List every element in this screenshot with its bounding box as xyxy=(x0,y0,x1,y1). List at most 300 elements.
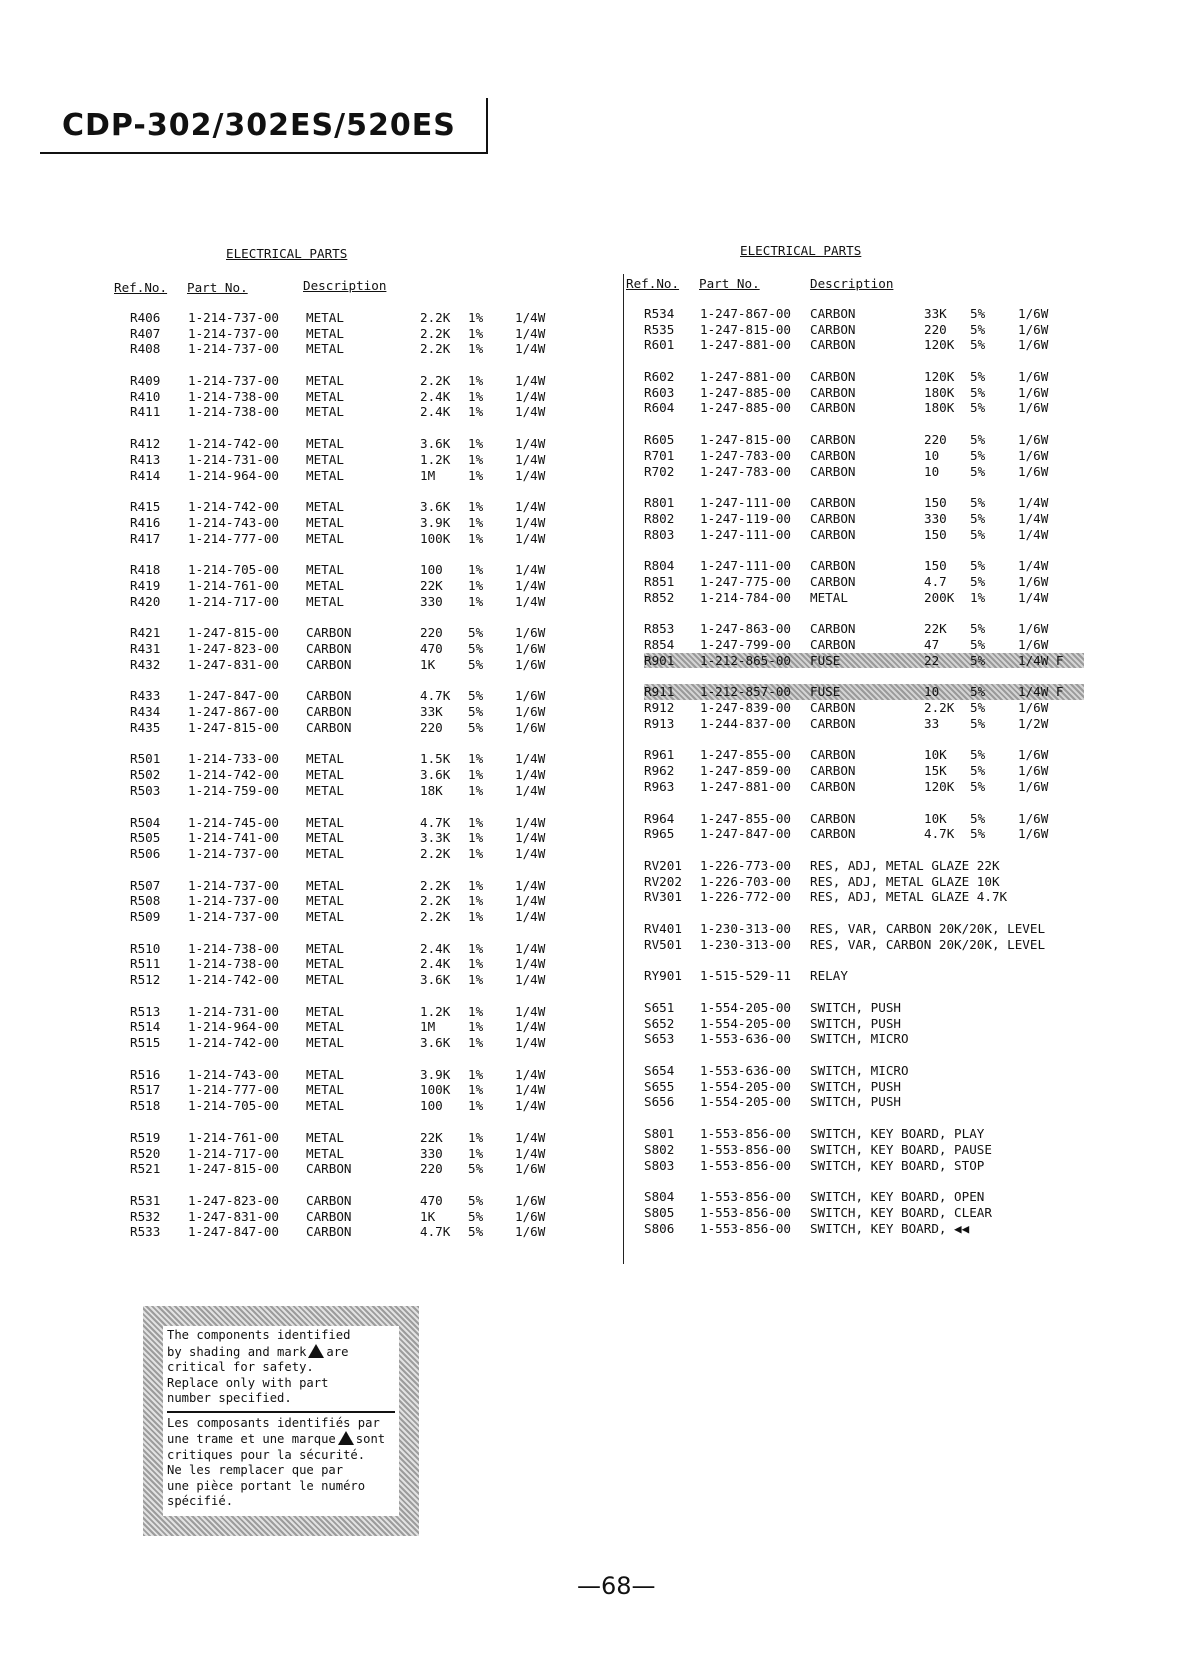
description: METAL xyxy=(306,1066,344,1082)
tolerance: 5% xyxy=(468,1161,484,1177)
ref-no: R911 xyxy=(644,684,675,700)
parts-row xyxy=(130,846,570,862)
description: METAL xyxy=(306,1003,344,1019)
tolerance: 5% xyxy=(970,432,986,448)
value: 470 xyxy=(420,1192,443,1208)
value: 2.2K xyxy=(420,908,451,924)
value: 120K xyxy=(924,369,955,385)
parts-row xyxy=(644,495,1084,511)
parts-row xyxy=(644,684,1084,700)
parts-row xyxy=(130,562,570,578)
description: CARBON xyxy=(810,700,856,716)
description: CARBON xyxy=(810,369,856,385)
ref-no: R418 xyxy=(130,562,161,578)
rating: 1/4W xyxy=(515,1145,546,1161)
value: 330 xyxy=(420,1145,443,1161)
part-no: 1-214-737-00 xyxy=(188,341,279,357)
part-no: 1-247-775-00 xyxy=(700,573,791,589)
description: METAL xyxy=(306,1082,344,1098)
parts-row xyxy=(644,858,1084,874)
tolerance: 1% xyxy=(468,577,484,593)
parts-row xyxy=(130,468,570,484)
rating: 1/4W xyxy=(515,893,546,909)
rating: 1/4W xyxy=(515,782,546,798)
part-no: 1-214-742-00 xyxy=(188,436,279,452)
ref-no: R913 xyxy=(644,715,675,731)
ref-no: R802 xyxy=(644,510,675,526)
parts-group xyxy=(130,625,570,672)
part-no: 1-214-964-00 xyxy=(188,1019,279,1035)
rating: 1/6W xyxy=(515,1161,546,1177)
rating: 1/6W xyxy=(1018,637,1049,652)
ref-no: R701 xyxy=(644,447,675,463)
value: 330 xyxy=(924,510,947,526)
parts-row xyxy=(130,436,570,452)
description: METAL xyxy=(306,388,344,404)
parts-row xyxy=(130,452,570,468)
ref-no: R605 xyxy=(644,432,675,448)
parts-row xyxy=(130,657,570,673)
description: RES, ADJ, METAL GLAZE 10K xyxy=(810,873,1000,889)
value: 1.2K xyxy=(420,451,451,467)
ref-no: R412 xyxy=(130,436,161,452)
tolerance: 5% xyxy=(970,637,986,652)
rating: 1/4W xyxy=(515,467,546,483)
ref-no: R511 xyxy=(130,956,161,972)
note-fr-line: une pièce portant le numéro xyxy=(167,1478,366,1493)
part-no: 1-230-313-00 xyxy=(700,920,791,936)
ref-no: R962 xyxy=(644,763,675,779)
ref-no: R965 xyxy=(644,826,675,842)
tolerance: 5% xyxy=(468,641,484,656)
tolerance: 1% xyxy=(468,782,484,798)
description: METAL xyxy=(306,877,344,893)
tolerance: 5% xyxy=(970,384,986,400)
note-fr-text: sont xyxy=(355,1432,386,1446)
parts-row xyxy=(644,432,1084,448)
ref-no: R508 xyxy=(130,893,161,909)
description: METAL xyxy=(306,1129,344,1145)
rating: 1/6W xyxy=(1018,573,1049,589)
rating: 1/4W xyxy=(515,814,546,830)
rating: 1/4W xyxy=(515,310,546,325)
part-no: 1-553-856-00 xyxy=(700,1204,791,1220)
parts-row xyxy=(644,558,1084,574)
tolerance: 5% xyxy=(970,526,986,542)
part-no: 1-214-731-00 xyxy=(188,451,279,467)
part-no: 1-214-761-00 xyxy=(188,577,279,593)
description: SWITCH, PUSH xyxy=(810,1078,901,1094)
ref-no: S651 xyxy=(644,1000,675,1015)
rating: 1/6W xyxy=(515,1192,546,1208)
parts-row xyxy=(644,527,1084,543)
ref-no: R533 xyxy=(130,1224,161,1240)
part-no: 1-247-847-00 xyxy=(188,1224,279,1240)
part-no: 1-247-815-00 xyxy=(188,625,279,641)
ref-no: S803 xyxy=(644,1157,675,1173)
title-vertical-rule xyxy=(486,98,488,154)
ref-no: R415 xyxy=(130,499,161,515)
tolerance: 5% xyxy=(970,321,986,337)
part-no: 1-554-205-00 xyxy=(700,1000,791,1015)
part-no: 1-214-741-00 xyxy=(188,830,279,846)
value: 3.9K xyxy=(420,1066,451,1082)
left-header-part: Part No. xyxy=(187,280,248,295)
parts-group xyxy=(644,369,1084,416)
part-no: 1-247-815-00 xyxy=(700,321,791,337)
ref-no: S654 xyxy=(644,1063,675,1079)
part-no: 1-247-799-00 xyxy=(700,637,791,652)
tolerance: 1% xyxy=(468,467,484,483)
ref-no: R521 xyxy=(130,1161,161,1177)
parts-row xyxy=(130,893,570,909)
ref-no: R501 xyxy=(130,751,161,767)
tolerance: 1% xyxy=(468,1066,484,1082)
ref-no: R801 xyxy=(644,495,675,511)
parts-row xyxy=(130,373,570,389)
safety-note-box xyxy=(143,1306,419,1536)
description: METAL xyxy=(306,814,344,830)
description: FUSE xyxy=(810,652,841,668)
rating: 1/4W xyxy=(515,1066,546,1082)
ref-no: R963 xyxy=(644,778,675,794)
parts-row xyxy=(130,1146,570,1162)
tolerance: 1% xyxy=(468,767,484,783)
rating: 1/4W xyxy=(1018,589,1049,605)
ref-no: R507 xyxy=(130,877,161,893)
parts-row xyxy=(644,621,1084,637)
part-no: 1-214-737-00 xyxy=(188,310,279,325)
part-no: 1-214-738-00 xyxy=(188,404,279,420)
rating: 1/6W xyxy=(1018,321,1049,337)
ref-no: R602 xyxy=(644,369,675,385)
description: CARBON xyxy=(810,637,856,652)
value: 22K xyxy=(924,621,947,637)
value: 180K xyxy=(924,400,955,416)
part-no: 1-247-783-00 xyxy=(700,463,791,479)
ref-no: R912 xyxy=(644,700,675,716)
tolerance: 5% xyxy=(970,763,986,779)
part-no: 1-247-839-00 xyxy=(700,700,791,716)
part-no: 1-247-859-00 xyxy=(700,763,791,779)
description: METAL xyxy=(306,341,344,357)
part-no: 1-214-737-00 xyxy=(188,325,279,341)
part-no: 1-247-111-00 xyxy=(700,558,791,574)
warning-triangle-icon xyxy=(338,1431,354,1445)
ref-no: R433 xyxy=(130,688,161,704)
parts-row xyxy=(644,811,1084,827)
right-parts-table xyxy=(644,306,1084,1252)
rating: 1/4W F xyxy=(1018,652,1064,668)
part-no: 1-214-964-00 xyxy=(188,467,279,483)
value: 330 xyxy=(420,593,443,609)
value: 2.4K xyxy=(420,404,451,420)
part-no: 1-247-815-00 xyxy=(188,719,279,735)
part-no: 1-214-737-00 xyxy=(188,908,279,924)
description: CARBON xyxy=(306,719,352,735)
ref-no: R961 xyxy=(644,747,675,763)
tolerance: 5% xyxy=(970,715,986,731)
description: SWITCH, PUSH xyxy=(810,1094,901,1110)
tolerance: 1% xyxy=(468,404,484,420)
value: 200K xyxy=(924,589,955,605)
left-section-title: ELECTRICAL PARTS xyxy=(226,246,348,261)
parts-row xyxy=(130,830,570,846)
rating: 1/6W xyxy=(515,704,546,720)
parts-row xyxy=(644,1126,1084,1142)
value: 2.2K xyxy=(420,373,451,389)
part-no: 1-226-703-00 xyxy=(700,873,791,889)
tolerance: 5% xyxy=(970,369,986,385)
note-fr-line: Les composants identifiés par xyxy=(167,1415,380,1430)
parts-row xyxy=(130,815,570,831)
right-header-desc: Description xyxy=(810,276,894,291)
parts-row xyxy=(644,874,1084,890)
ref-no: R419 xyxy=(130,577,161,593)
parts-row xyxy=(644,337,1084,353)
part-no: 1-214-737-00 xyxy=(188,877,279,893)
rating: 1/2W xyxy=(1018,715,1049,731)
tolerance: 1% xyxy=(970,589,986,605)
part-no: 1-247-119-00 xyxy=(700,510,791,526)
value: 2.2K xyxy=(420,325,451,341)
parts-row xyxy=(130,1161,570,1177)
parts-group xyxy=(644,1063,1084,1110)
value: 4.7K xyxy=(420,1224,451,1240)
parts-row xyxy=(130,767,570,783)
parts-row xyxy=(130,1019,570,1035)
rating: 1/6W xyxy=(515,719,546,735)
parts-group xyxy=(644,558,1084,605)
value: 15K xyxy=(924,763,947,779)
part-no: 1-214-738-00 xyxy=(188,388,279,404)
description: METAL xyxy=(306,1035,344,1051)
description: METAL xyxy=(306,530,344,546)
description: METAL xyxy=(306,451,344,467)
description: METAL xyxy=(306,373,344,389)
tolerance: 1% xyxy=(468,341,484,357)
parts-row xyxy=(130,594,570,610)
value: 120K xyxy=(924,778,955,794)
ref-no: R518 xyxy=(130,1098,161,1114)
parts-row xyxy=(644,1079,1084,1095)
parts-group xyxy=(644,306,1084,353)
description: CARBON xyxy=(306,641,352,656)
parts-row xyxy=(130,909,570,925)
tolerance: 1% xyxy=(468,388,484,404)
ref-no: R512 xyxy=(130,972,161,987)
rating: 1/4W xyxy=(515,451,546,467)
description: CARBON xyxy=(810,715,856,731)
part-no: 1-247-847-00 xyxy=(700,826,791,842)
tolerance: 1% xyxy=(468,499,484,515)
ref-no: S653 xyxy=(644,1031,675,1047)
ref-no: R431 xyxy=(130,641,161,656)
description: CARBON xyxy=(306,656,352,672)
rating: 1/6W xyxy=(515,656,546,672)
tolerance: 5% xyxy=(468,719,484,735)
ref-no: R411 xyxy=(130,404,161,420)
parts-row xyxy=(130,751,570,767)
tolerance: 5% xyxy=(970,826,986,842)
description: RES, ADJ, METAL GLAZE 4.7K xyxy=(810,889,1008,905)
note-en-line: number specified. xyxy=(167,1391,292,1405)
value: 2.2K xyxy=(420,877,451,893)
description: METAL xyxy=(306,404,344,420)
part-no: 1-247-867-00 xyxy=(188,704,279,720)
rating: 1/4W xyxy=(515,830,546,846)
parts-row xyxy=(644,716,1084,732)
ref-no: R517 xyxy=(130,1082,161,1098)
part-no: 1-515-529-11 xyxy=(700,968,791,984)
rating: 1/4W xyxy=(515,341,546,357)
rating: 1/6W xyxy=(1018,621,1049,637)
ref-no: R509 xyxy=(130,908,161,924)
parts-row xyxy=(644,653,1084,669)
rating: 1/4W xyxy=(515,562,546,578)
part-no: 1-553-856-00 xyxy=(700,1220,791,1236)
description: METAL xyxy=(306,325,344,341)
description: METAL xyxy=(306,577,344,593)
ref-no: R702 xyxy=(644,463,675,479)
value: 3.6K xyxy=(420,767,451,783)
part-no: 1-214-742-00 xyxy=(188,1035,279,1051)
rating: 1/6W xyxy=(515,641,546,656)
parts-group xyxy=(130,436,570,483)
parts-row xyxy=(644,968,1084,984)
rating: 1/4W xyxy=(515,1129,546,1145)
parts-group xyxy=(644,921,1084,952)
description: SWITCH, KEY BOARD, ◀◀ xyxy=(810,1220,970,1236)
parts-row xyxy=(130,310,570,326)
tolerance: 5% xyxy=(970,621,986,637)
ref-no: R409 xyxy=(130,373,161,389)
part-no: 1-553-856-00 xyxy=(700,1157,791,1173)
parts-row xyxy=(130,878,570,894)
tolerance: 1% xyxy=(468,514,484,530)
rating: 1/4W xyxy=(515,908,546,924)
tolerance: 5% xyxy=(468,1192,484,1208)
parts-row xyxy=(644,700,1084,716)
tolerance: 1% xyxy=(468,972,484,987)
parts-row xyxy=(644,889,1084,905)
tolerance: 1% xyxy=(468,593,484,609)
description: METAL xyxy=(306,845,344,861)
parts-row xyxy=(130,972,570,988)
tolerance: 1% xyxy=(468,1035,484,1051)
parts-group xyxy=(644,747,1084,794)
part-no: 1-247-847-00 xyxy=(188,688,279,704)
part-no: 1-214-745-00 xyxy=(188,814,279,830)
part-no: 1-553-636-00 xyxy=(700,1031,791,1047)
parts-row xyxy=(644,322,1084,338)
rating: 1/4W xyxy=(515,577,546,593)
part-no: 1-247-823-00 xyxy=(188,1192,279,1208)
tolerance: 1% xyxy=(468,845,484,861)
rating: 1/6W xyxy=(515,1208,546,1224)
ref-no: RY901 xyxy=(644,968,682,984)
rating: 1/4W xyxy=(515,436,546,452)
description: CARBON xyxy=(306,688,352,704)
ref-no: S802 xyxy=(644,1141,675,1157)
description: RES, VAR, CARBON 20K/20K, LEVEL xyxy=(810,920,1046,936)
parts-row xyxy=(644,574,1084,590)
parts-group xyxy=(130,1067,570,1114)
value: 150 xyxy=(924,558,947,574)
rating: 1/6W xyxy=(1018,384,1049,400)
description: METAL xyxy=(306,467,344,483)
ref-no: R416 xyxy=(130,514,161,530)
parts-row xyxy=(644,1094,1084,1110)
part-no: 1-214-737-00 xyxy=(188,373,279,389)
value: 100 xyxy=(420,1098,443,1114)
parts-row xyxy=(644,747,1084,763)
safety-note-text xyxy=(163,1326,399,1516)
rating: 1/4W xyxy=(1018,495,1049,511)
ref-no: S805 xyxy=(644,1204,675,1220)
tolerance: 5% xyxy=(468,688,484,704)
part-no: 1-214-738-00 xyxy=(188,956,279,972)
value: 3.3K xyxy=(420,830,451,846)
value: 150 xyxy=(924,526,947,542)
ref-no: R408 xyxy=(130,341,161,357)
parts-group xyxy=(130,499,570,546)
description: CARBON xyxy=(810,747,856,763)
part-no: 1-247-885-00 xyxy=(700,400,791,416)
ref-no: R417 xyxy=(130,530,161,546)
tolerance: 1% xyxy=(468,1019,484,1035)
tolerance: 1% xyxy=(468,940,484,956)
parts-row xyxy=(644,1063,1084,1079)
part-no: 1-247-783-00 xyxy=(700,447,791,463)
tolerance: 5% xyxy=(970,400,986,416)
value: 1.5K xyxy=(420,751,451,767)
parts-group xyxy=(130,878,570,925)
description: SWITCH, KEY BOARD, CLEAR xyxy=(810,1204,992,1220)
parts-row xyxy=(644,637,1084,653)
ref-no: R601 xyxy=(644,337,675,353)
value: 220 xyxy=(420,719,443,735)
ref-no: R434 xyxy=(130,704,161,720)
parts-row xyxy=(130,1082,570,1098)
ref-no: R851 xyxy=(644,573,675,589)
ref-no: R803 xyxy=(644,526,675,542)
tolerance: 1% xyxy=(468,908,484,924)
parts-row xyxy=(644,385,1084,401)
description: METAL xyxy=(306,956,344,972)
tolerance: 5% xyxy=(468,1224,484,1240)
parts-row xyxy=(130,1035,570,1051)
value: 220 xyxy=(420,1161,443,1177)
value: 47 xyxy=(924,637,940,652)
description: METAL xyxy=(306,751,344,767)
ref-no: R510 xyxy=(130,940,161,956)
description: SWITCH, PUSH xyxy=(810,1000,901,1015)
description: SWITCH, MICRO xyxy=(810,1063,909,1079)
ref-no: R604 xyxy=(644,400,675,416)
part-no: 1-553-856-00 xyxy=(700,1126,791,1142)
tolerance: 5% xyxy=(468,1208,484,1224)
ref-no: R603 xyxy=(644,384,675,400)
description: CARBON xyxy=(810,306,856,321)
parts-row xyxy=(130,1130,570,1146)
parts-row xyxy=(130,404,570,420)
ref-no: R413 xyxy=(130,451,161,467)
rating: 1/6W xyxy=(1018,778,1049,794)
value: 10 xyxy=(924,447,940,463)
ref-no: RV202 xyxy=(644,873,682,889)
description: CARBON xyxy=(810,447,856,463)
